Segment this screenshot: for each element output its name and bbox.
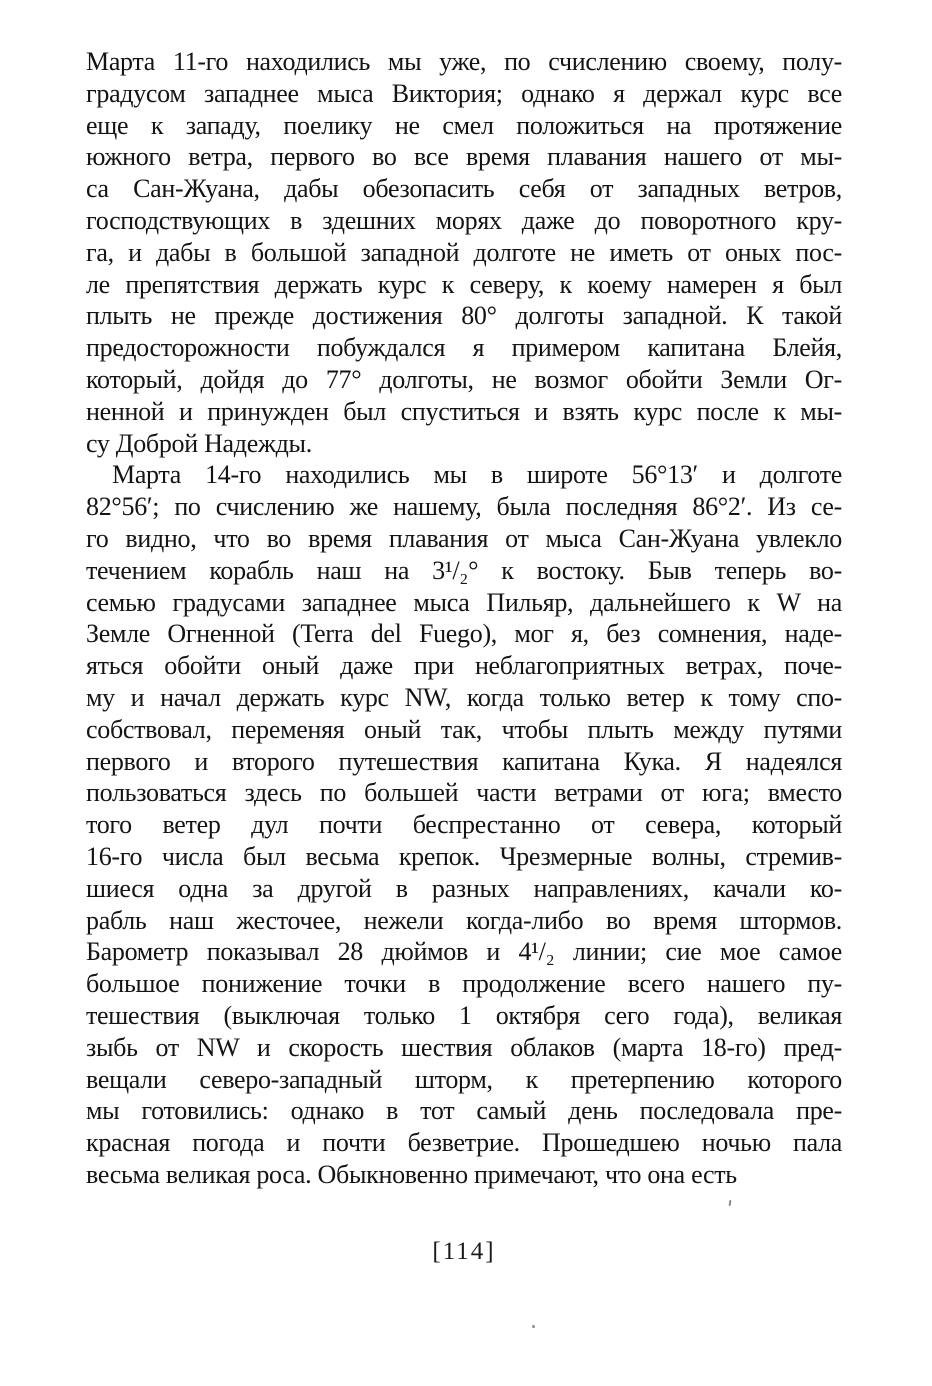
text-block [86,46,842,1191]
text-line: того ветер дул почти беспрестанно от севера, который [86,810,842,840]
text-line: предосторожности побуждался я примером капитана Блейя, [86,333,842,363]
scan-speck-icon [532,1325,535,1328]
text-line: ле препятствия держать курс к северу, к коему намерен я был [86,269,842,299]
text-line: красная погода и почти безветрие. Прошедшею ночью пала [86,1128,842,1158]
text-line: градусом западнее мыса Виктория; однако я держал курс все [86,78,842,108]
text-line: ненной и принужден был спуститься и взять курс после к мы- [86,396,842,426]
text-line: Земле Огненной (Terra del Fuego), мог я, без сомнения, наде- [86,619,842,649]
text-line: мы готовились: однако в тот самый день последовала пре- [86,1096,842,1126]
text-line: южного ветра, первого во все время плавания нашего от мы- [86,142,842,172]
text-line: первого и второго путешествия капитана Кука. Я надеялся [86,746,842,776]
text-line: са Сан-Жуана, дабы обезопасить себя от западных ветров, [86,174,842,204]
text-line: зыбь от NW и скорость шествия облаков (марта 18-го) пред- [86,1032,842,1062]
text-line: господствующих в здешних морях даже до поворотного кру- [86,205,842,235]
text-line: еще к западу, поелику не смел положиться на протяжение [86,110,842,140]
text-line: тешествия (выключая только 1 октября сего года), великая [86,1000,842,1030]
text-line: семью градусами западнее мыса Пильяр, дальнейшего к W на [86,587,842,617]
scan-speck-icon [729,1200,732,1206]
text-line: весьма великая роса. Обыкновенно примечают, что она есть [86,1159,737,1189]
text-line: рабль наш жесточее, нежели когда-либо во время штормов. [86,905,842,935]
text-line: Марта 14-го находились мы в широте 56°13′ и долготе [112,460,842,490]
text-line: га, и дабы в большой западной долготе не иметь от оных пос- [86,237,842,267]
page-number: [114] [432,1238,496,1265]
paragraph-2 [86,459,842,1190]
text-line: 16-го числа был весьма крепок. Чрезмерные волны, стремив- [86,841,842,871]
text-line: Барометр показывал 28 дюймов и 4¹/₂ линии; сие мое самое [86,937,842,967]
text-line: пользоваться здесь по большей части ветрами от юга; вместо [86,778,842,808]
text-line: вещали северо-западный шторм, к претерпению которого [86,1064,842,1094]
text-line: собствовал, переменяя оный так, чтобы плыть между путями [86,714,842,744]
text-line: плыть не прежде достижения 80° долготы западной. К такой [86,301,842,331]
text-line: шиеся одна за другой в разных направлениях, качали ко- [86,873,842,903]
text-line: большое понижение точки в продолжение всего нашего пу- [86,969,842,999]
paragraph-1 [86,46,842,459]
text-line: су Доброй Надежды. [86,428,312,458]
text-line: Марта 11-го находились мы уже, по счислению своему, полу- [86,47,842,76]
text-line: который, дойдя до 77° долготы, не возмог обойти Земли Ог- [86,364,842,394]
text-line: течением корабль наш на 3¹/₂° к востоку. Быв теперь во- [86,555,842,585]
text-line: яться обойти оный даже при неблагоприятных ветрах, поче- [86,651,842,681]
text-line: му и начал держать курс NW, когда только ветер к тому спо- [86,682,842,712]
text-line: го видно, что во время плавания от мыса Сан-Жуана увлекло [86,523,842,553]
text-line: 82°56′; по счислению же нашему, была последняя 86°2′. Из се- [86,492,842,522]
